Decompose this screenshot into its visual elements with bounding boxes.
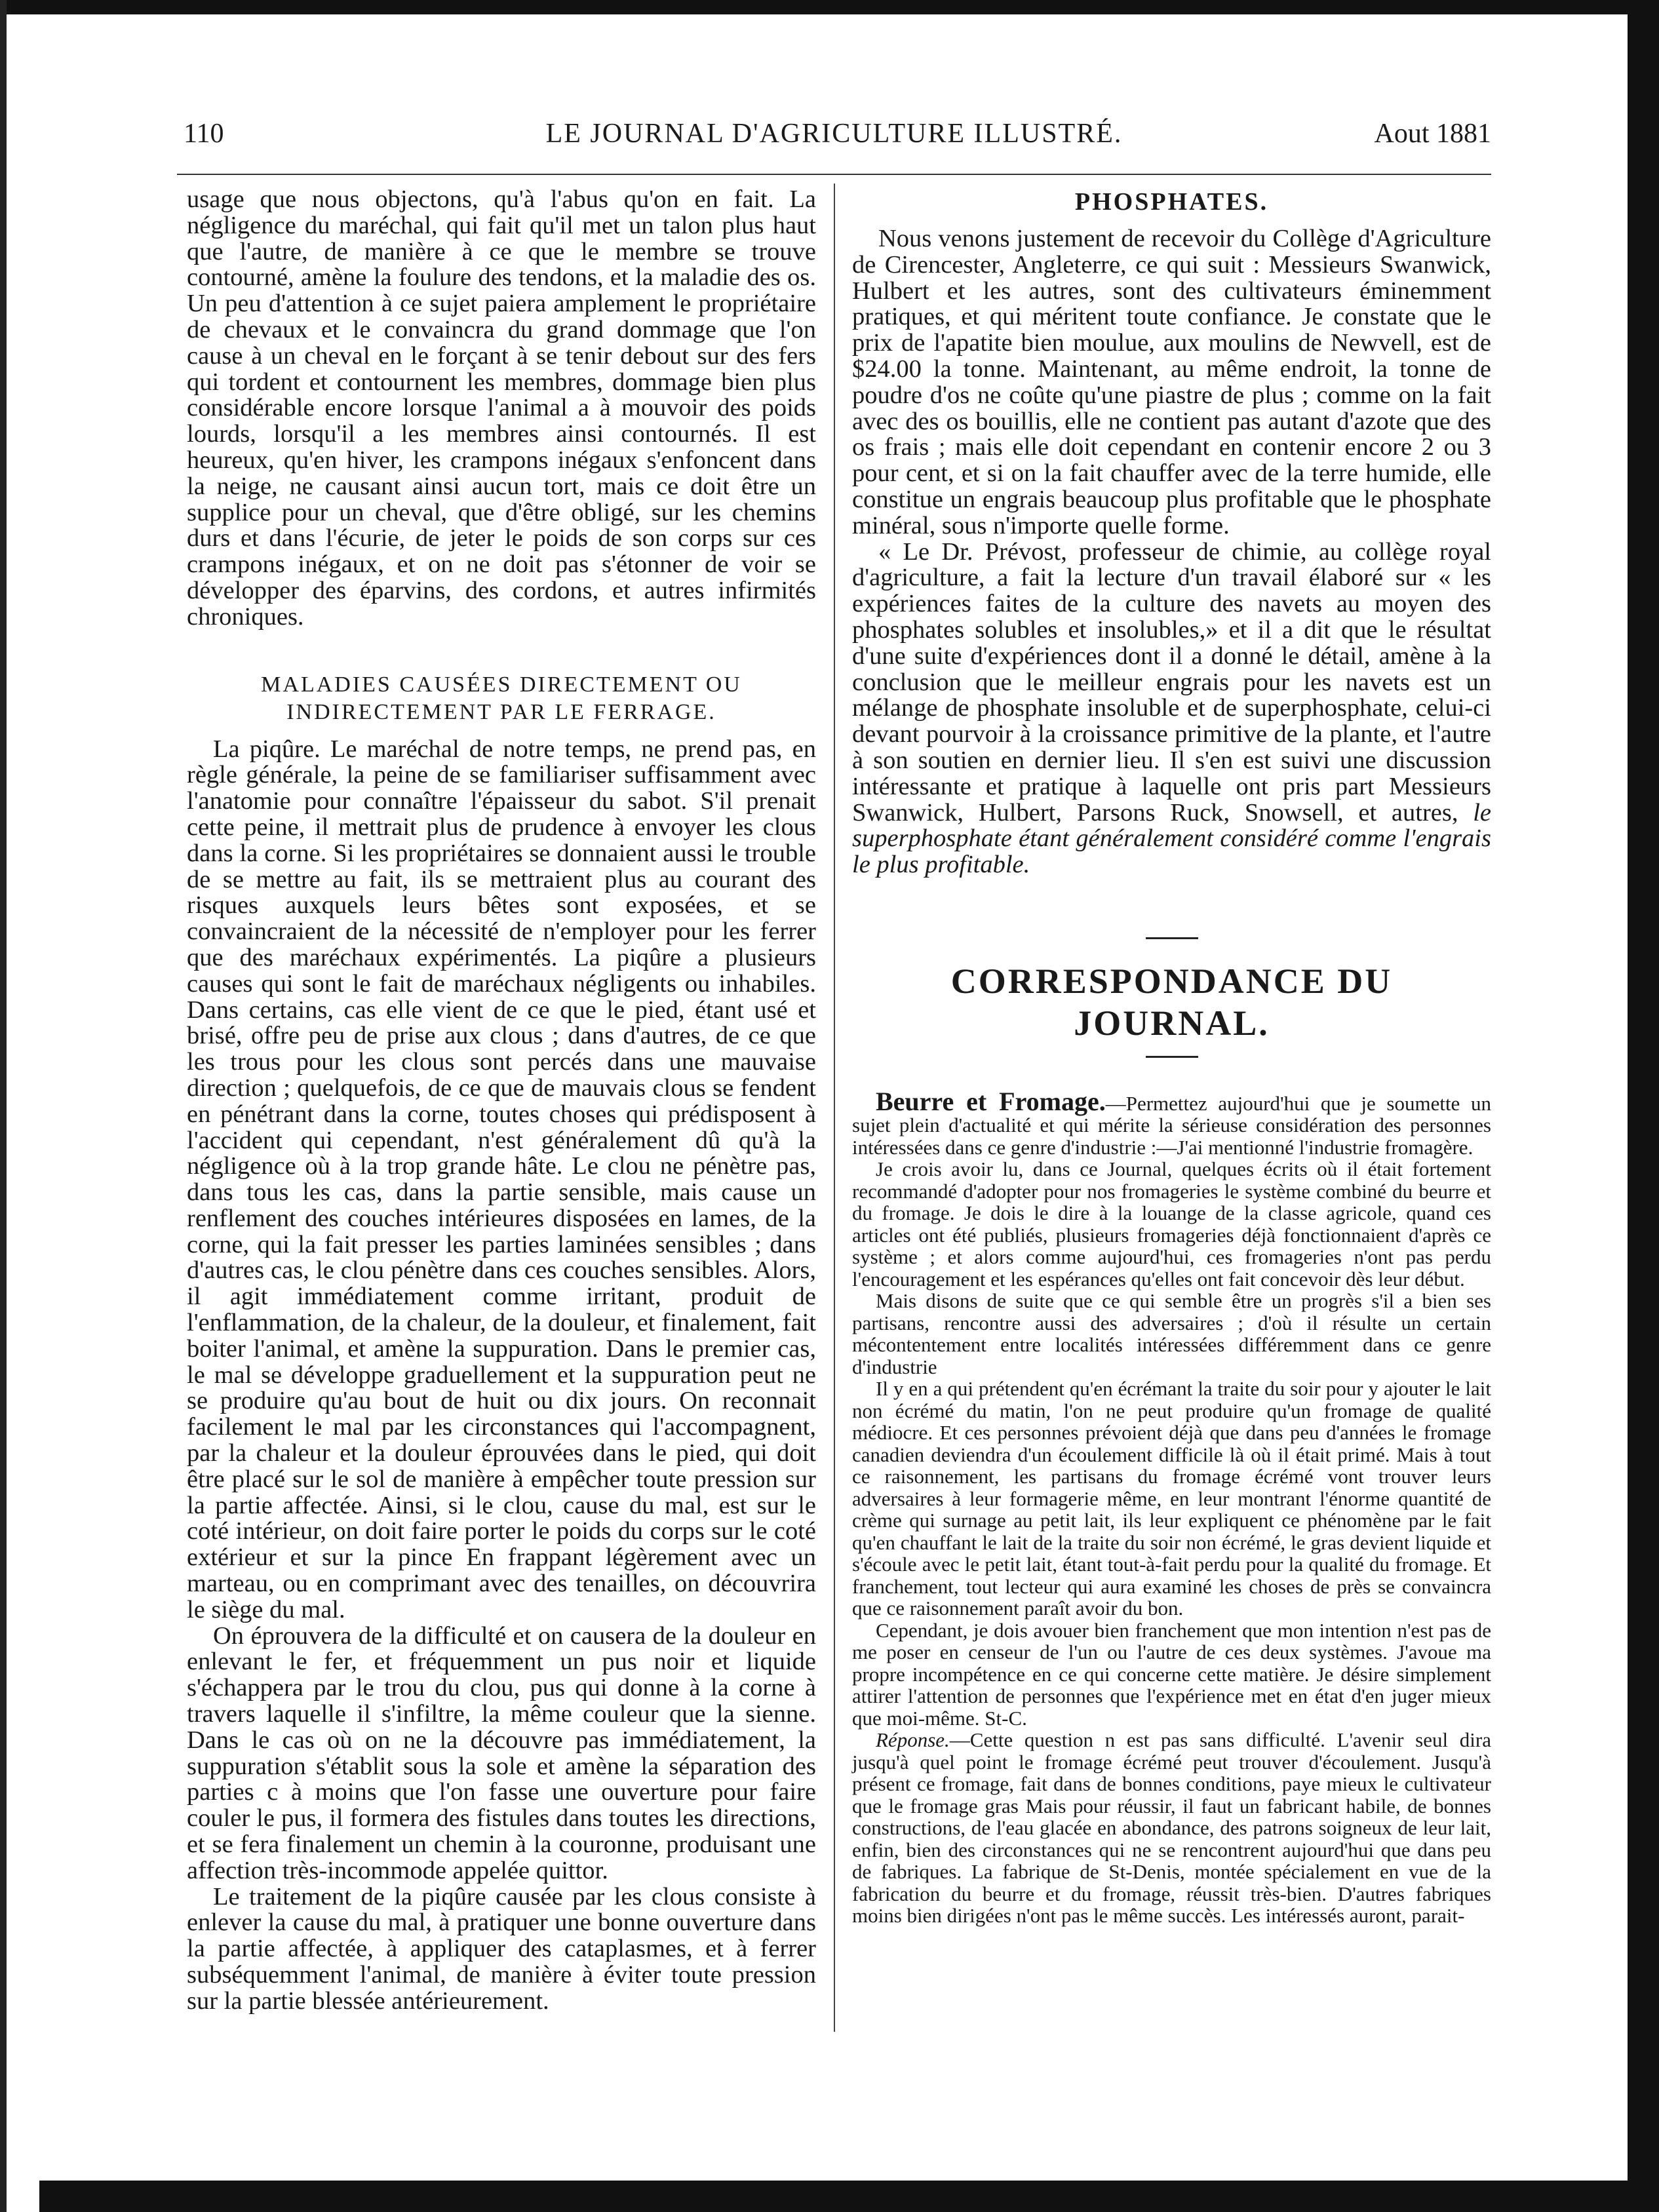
scan-border-left <box>0 0 7 2212</box>
page-number: 110 <box>184 119 224 149</box>
scan-border-top <box>0 0 1659 14</box>
paragraph: Le traitement de la piqûre causée par les clous consiste à enlever la cause du mal, à pratiquer une bonne ouverture dans la partie affectée, à appliquer des cataplasmes, et à ferrer subséquemment l'animal, de manière à éviter toute pression sur la partie blessée antérieurement. <box>187 1882 816 2015</box>
runin-heading: Beurre et Fromage. <box>876 1086 1106 1116</box>
right-column <box>852 187 1491 1927</box>
separator-rule <box>1146 1056 1198 1058</box>
journal-title: LE JOURNAL D'AGRICULTURE ILLUSTRÉ. <box>545 119 1123 149</box>
paragraph <box>852 1086 1491 1159</box>
page-header <box>177 111 1491 164</box>
italic-conclusion: le superphosphate étant généralement considéré comme l'engrais le plus profitable. <box>852 798 1491 879</box>
paragraph: Cependant, je dois avouer bien franchement que mon intention n'est pas de me poser en censeur de l'un ou l'autre de ces deux systèmes. J'avoue ma propre incompétence en ce qui concerne cette matière. Je désire simplement attirer l'attention de personnes que l'expérience met en état d'en juger mieux que moi-même. St-C. <box>852 1618 1491 1730</box>
reponse-label: Réponse. <box>876 1728 950 1752</box>
header-rule <box>177 174 1491 175</box>
paragraph <box>852 1729 1491 1927</box>
paragraph-text: « Le Dr. Prévost, professeur de chimie, au collège royal d'agriculture, a fait la lecture d'un travail élaboré sur « les expériences faites de la culture des navets au moyen des phosphates solubles et insolubles,» et il a dit que le résultat d'une suite d'expériences dont il a donné le détail, amène à la conclusion que le meilleur engrais pour les navets est un mélange de phosphate insoluble et de superphosphate, celui-ci devant pourvoir à la croissance primitive de la plante, et l'autre à son soutien en dernier lieu. Il s'en est suivi une discussion intéressante et pratique à laquelle ont pris part Messieurs Swanwick, Hulbert, Parsons Ruck, Snowsell, et autres, <box>852 537 1491 826</box>
scan-border-bottom <box>39 2181 1659 2212</box>
issue-date: Aout 1881 <box>1374 119 1491 149</box>
correspondance-body <box>852 1086 1491 1928</box>
column-divider <box>834 184 835 2032</box>
paragraph: usage que nous objectons, qu'à l'abus qu'on en fait. La négligence du maréchal, qui fait qu'il met un talon plus haut que l'autre, de manière à ce que le membre se trouve contourné, amène la foulure des tendons, et la maladie des os. Un peu d'attention à ce sujet paiera amplement le propriétaire de chevaux et le convaincra du grand dommage que l'on cause à un cheval en le forçant à se tenir debout sur des fers qui tordent et contournent les membres, dommage bien plus considérable encore lorsque l'animal a à mouvoir des poids lourds, lorsqu'il a les membres ainsi contournés. Il est heureux, qu'en hiver, les crampons inégaux s'enfoncent dans la neige, ne causant ainsi aucun tort, mais ce doit être un supplice pour un cheval, que d'être obligé, sur les chemins durs et dans l'écurie, de jeter le poids de son corps sur ces crampons inégaux, et on ne doit pas s'étonner de voir se développer des éparvins, des cordons, et autres infirmités chroniques. <box>187 185 816 631</box>
paragraph: Nous venons justement de recevoir du Collège d'Agriculture de Cirencester, Angleterre, ce qui suit : Messieurs Swanwick, Hulbert et les autres, sont des cultivateurs éminemment pratiques, et qui méritent toute confiance. Je constate que le prix de l'apatite bien moulue, aux moulins de Newvell, est de $24.00 la tonne. Maintenant, au même endroit, la tonne de poudre d'os ne coûte qu'une piastre de plus ; comme on la fait avec des os bouillis, elle ne contient pas autant d'azote que des os frais ; mais elle doit cependant en contenir encore 2 ou 3 pour cent, et si on la fait chauffer avec de la terre humide, elle constitue un engrais beaucoup plus profitable que le phosphate minéral, sous n'importe quelle forme. <box>852 225 1491 539</box>
phosphates-title: PHOSPHATES. <box>1074 188 1269 216</box>
paragraph-text: —Permettez aujourd'hui que je soumette un sujet plein d'actualité et qui mérite la sérieuse considération des personnes intéressées dans ce genre d'industrie :—J'ai mentionné l'industrie fromagère. <box>852 1091 1491 1159</box>
section-title: MALADIES CAUSÉES DIRECTEMENT OU INDIRECTEMENT PAR LE FERRAGE. <box>261 672 742 724</box>
separator-rule <box>1146 937 1198 939</box>
scan-border-right <box>1628 0 1659 2212</box>
paragraph <box>852 539 1491 878</box>
paragraph: Il y en a qui prétendent qu'en écrémant la traite du soir pour y ajouter le lait non écrémé du matin, l'on ne peut produire qu'un fromage de qualité médiocre. Et ces personnes prévoient déjà que dans peu d'années le fromage canadien deviendra d'un écoulement difficile là où il était primé. Mais à tout ce raisonnement, les partisans du fromage écrémé vont trouver leurs adversaires à leur formagerie même, en leur montrant l'énorme quantité de crème qui surnage au petit lait, ils leur expliquent ce phénomène par le fait qu'en chauffant le lait de la traite du soir non écrémé, le gras devient liquide et s'écoule avec le petit lait, étant tout-à-fait perdu pour la qualité du fromage. Et franchement, tout lecteur qui aura examiné les choses de près se convaincra que ce raisonnement paraît avoir du bon. <box>852 1377 1491 1620</box>
correspondance-title: CORRESPONDANCE DU JOURNAL. <box>950 961 1393 1043</box>
left-column <box>187 187 816 2015</box>
paragraph: Mais disons de suite que ce qui semble être un progrès s'il a bien ses partisans, rencontre aussi des adversaires ; d'où il résulte un certain mécontentement entre localités intéressées différemment dans ce genre d'industrie <box>852 1289 1491 1378</box>
paragraph: On éprouvera de la difficulté et on causera de la douleur en enlevant le fer, et fréquemment un pus noir et liquide s'échappera par le trou du clou, pus qui donne à la corne à travers laquelle il s'infiltre, la même couleur que la sienne. Dans le cas où on ne la découvre pas immédiatement, la suppuration s'établit sous la sole et amène la séparation des parties c à moins que l'on fasse une ouverture pour faire couler le pus, il formera des fistules dans toutes les directions, et se fera finalement un chemin à la couronne, produisant une affection très-incommode appelée quittor. <box>187 1621 816 1884</box>
paragraph: La piqûre. Le maréchal de notre temps, ne prend pas, en règle générale, la peine de se familiariser suffisamment avec l'anatomie pour connaître l'épaisseur du sabot. S'il prenait cette peine, il mettrait plus de prudence à envoyer les clous dans la corne. Si les propriétaires se donnaient aussi le trouble de se mettre au fait, ils se mettraient plus au courant des risques auxquels leurs bêtes sont exposées, et se convaincraient de la nécessité de n'employer pour les ferrer que des maréchaux expérimentés. La piqûre a plusieurs causes qui sont le fait de maréchaux négligents ou inhabiles. Dans certains, cas elle vient de ce que le pied, étant usé et brisé, offre peu de prise aux clous ; dans d'autres, de ce que les trous pour les clous sont percés dans une mauvaise direction ; quelquefois, de ce que de mauvais clous se fendent en pénétrant dans la corne, toutes choses qui prédisposent à l'accident qui cependant, n'est généralement dû qu'à la négligence où à la trop grande hâte. Le clou ne pénètre pas, dans tous les cas, dans la partie sensible, mais cause un renflement des couches intérieures disposées en lames, de la corne, qui la fait presser les parties laminées sensibles ; dans d'autres cas, le clou pénètre dans ces couches sensibles. Alors, il agit immédiatement comme irritant, produit de l'enflammation, de la chaleur, de la douleur, et finalement, fait boiter l'animal, et amène la suppuration. Dans le premier cas, le mal se développe graduellement et la suppuration peut ne se produire qu'au bout de huit ou dix jours. On reconnait facilement le mal par les circonstances qui l'accompagnent, par la chaleur et la douleur éprouvées dans le pied, qui doit être placé sur le sol de manière à empêcher toute pression sur la partie affectée. Ainsi, si le clou, cause du mal, est sur le coté intérieur, on doit faire porter le poids du corps sur le coté extérieur et sur la pince En frappant légèrement avec un marteau, ou en comprimant avec des tenailles, on découvrira le siège du mal. <box>187 735 816 1623</box>
paragraph-text: —Cette question n est pas sans difficulté. L'avenir seul dira jusqu'à quel point le fromage écrémé peut trouver d'écoulement. Jusqu'à présent ce fromage, fait dans de bonnes conditions, paye mieux le cultivateur que le fromage gras Mais pour réussir, il faut un fabricant habile, de bonnes constructions, de l'eau glacée en abondance, des patrons soigneux de leur lait, enfin, bien des circonstances qui ne se rencontrent aujourd'hui que dans peu de fabriques. La fabrique de St-Denis, montée spécialement en vue de la fabrication du beurre et du fromage, réussit très-bien. D'autres fabriques moins bien dirigées n'ont pas le même succès. Les intéressés auront, parait- <box>852 1728 1491 1928</box>
paragraph: Je crois avoir lu, dans ce Journal, quelques écrits où il était fortement recommandé d'adopter pour nos fromageries le système combiné du beurre et du fromage. Je dois le dire à la louange de la classe agricole, quand ces articles ont été publiés, plusieurs fromageries déjà fonctionnaient d'après ce système ; et alors comme aujourd'hui, ces fromageries n'ont pas perdu l'encouragement et les espérances qu'elles ont fait concevoir dès leur début. <box>852 1157 1491 1290</box>
